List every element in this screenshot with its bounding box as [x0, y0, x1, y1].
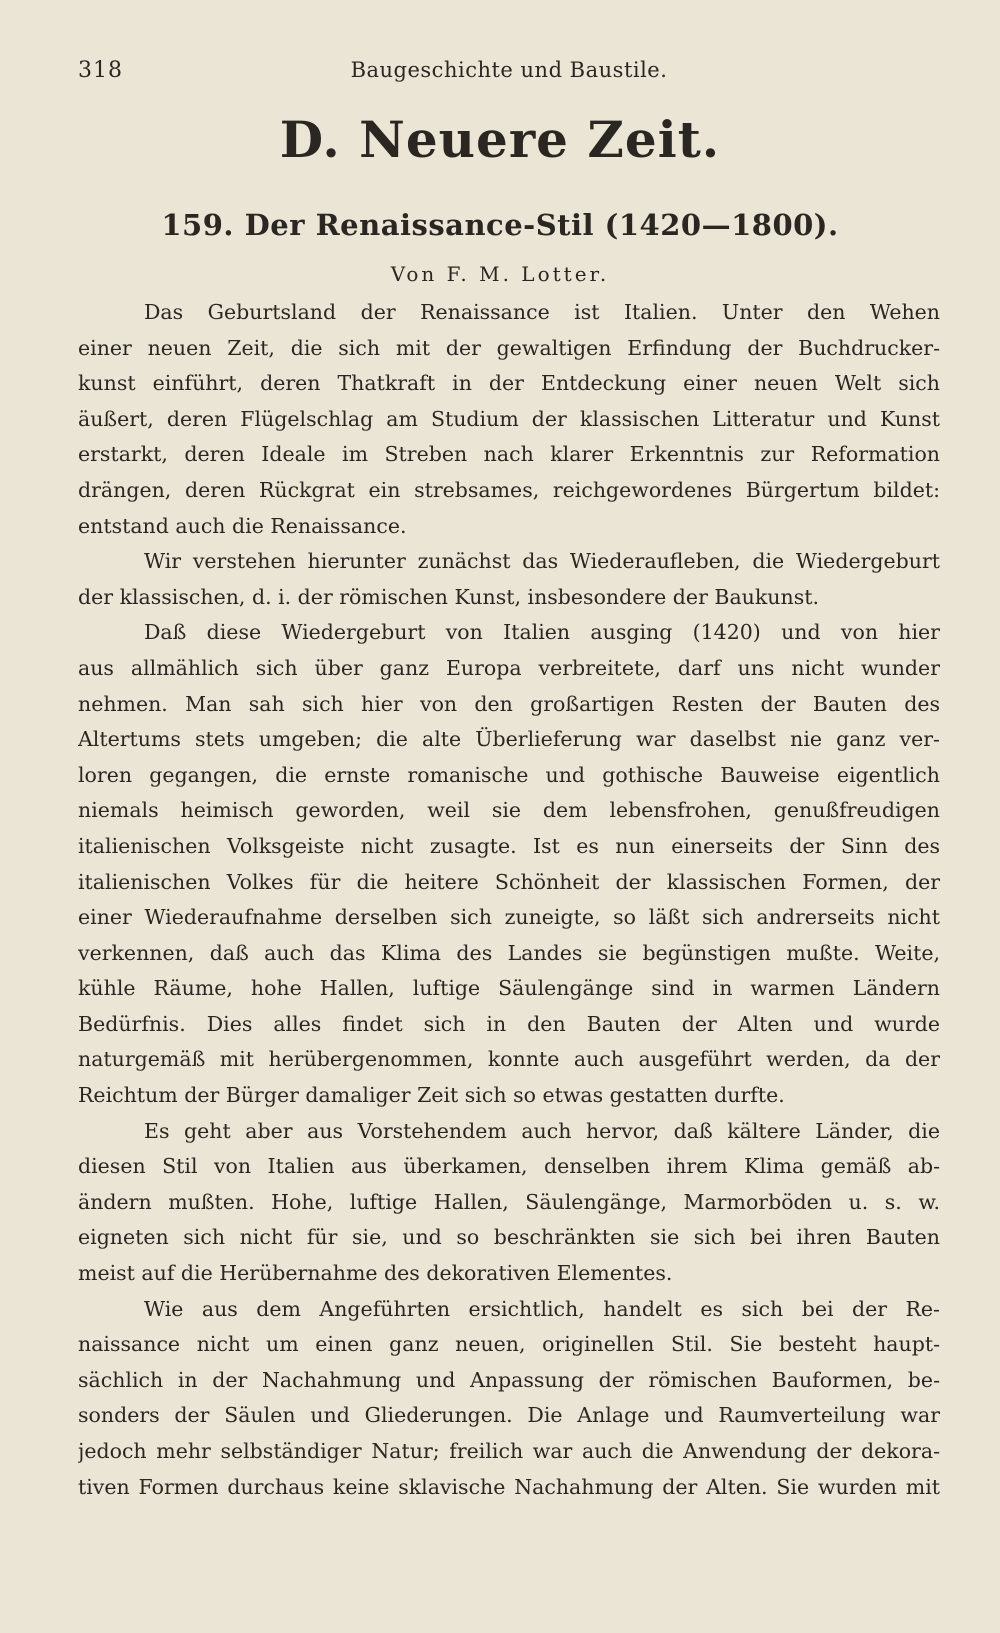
text-line: kühle Räume, hohe Hallen, luftige Säulengänge sind in warmen Ländern — [78, 976, 940, 1001]
body-text — [78, 295, 940, 1505]
text-line: niemals heimisch geworden, weil sie dem lebensfrohen, genußfreudigen — [78, 798, 940, 823]
author-line: Von F. M. Lotter. — [390, 262, 610, 286]
text-line: drängen, deren Rückgrat ein strebsames, reichgewordenes Bürgertum bildet: — [78, 477, 940, 502]
text-line: einer neuen Zeit, die sich mit der gewaltigen Erfindung der Buchdrucker- — [78, 335, 940, 360]
text-line: italienischen Volksgeiste nicht zusagte. Ist es nun einerseits der Sinn des — [78, 833, 940, 858]
running-title: Baugeschichte und Baustile. — [350, 58, 668, 82]
text-line: kunst einführt, deren Thatkraft in der Entdeckung einer neuen Welt sich — [78, 371, 940, 396]
text-line: nehmen. Man sah sich hier von den großartigen Resten der Bauten des — [78, 691, 940, 716]
text-line: Wie aus dem Angeführten ersichtlich, handelt es sich bei der Re- — [144, 1296, 940, 1321]
text-line: Altertums stets umgeben; die alte Überlieferung war daselbst nie ganz ver- — [78, 727, 940, 752]
text-line: sonders der Säulen und Gliederungen. Die Anlage und Raumverteilung war — [78, 1403, 940, 1428]
text-line: naissance nicht um einen ganz neuen, originellen Stil. Sie besteht haupt- — [78, 1332, 940, 1357]
text-line: Das Geburtsland der Renaissance ist Italien. Unter den Wehen — [144, 300, 940, 324]
text-line: ändern mußten. Hohe, luftige Hallen, Säulengänge, Marmorböden u. s. w. — [78, 1189, 940, 1214]
text-line: eigneten sich nicht für sie, und so beschränkten sie sich bei ihren Bauten — [78, 1225, 940, 1250]
text-line: loren gegangen, die ernste romanische und gothische Bauweise eigentlich — [78, 762, 940, 787]
section-title: 159. Der Renaissance-Stil (1420—1800). — [161, 208, 839, 242]
text-line: aus allmählich sich über ganz Europa verbreitete, darf uns nicht wunder — [78, 655, 940, 680]
text-line: Daß diese Wiedergeburt von Italien ausging (1420) und von hier — [144, 620, 940, 645]
text-line: naturgemäß mit herübergenommen, konnte auch ausgeführt werden, da der — [78, 1047, 940, 1072]
text-line: tiven Formen durchaus keine sklavische Nachahmung der Alten. Sie wurden mit — [78, 1474, 940, 1499]
text-line: Reichtum der Bürger damaliger Zeit sich so etwas gestatten durfte. — [78, 1083, 785, 1108]
running-header — [78, 58, 940, 94]
text-line: der klassischen, d. i. der römischen Kunst, insbesondere der Baukunst. — [78, 584, 819, 609]
part-title: D. Neuere Zeit. — [279, 110, 721, 169]
text-line: erstarkt, deren Ideale im Streben nach klarer Erkenntnis zur Reformation — [78, 442, 940, 467]
text-line: einer Wiederaufnahme derselben sich zuneigte, so läßt sich andrerseits nicht — [78, 905, 940, 930]
text-line: Bedürfnis. Dies alles findet sich in den Bauten der Alten und wurde — [78, 1011, 940, 1036]
text-line: italienischen Volkes für die heitere Schönheit der klassischen Formen, der — [78, 869, 940, 894]
text-line: Wir verstehen hierunter zunächst das Wiederaufleben, die Wiedergeburt — [144, 549, 940, 574]
text-line: äußert, deren Flügelschlag am Studium der klassischen Litteratur und Kunst — [78, 406, 940, 431]
text-line: diesen Stil von Italien aus überkamen, denselben ihrem Klima gemäß ab- — [78, 1154, 940, 1179]
text-line: sächlich in der Nachahmung und Anpassung der römischen Bauformen, be- — [78, 1367, 940, 1392]
text-line: jedoch mehr selbständiger Natur; freilich war auch die Anwendung der dekora- — [78, 1439, 940, 1463]
text-line: verkennen, daß auch das Klima des Landes sie begünstigen mußte. Weite, — [78, 940, 940, 965]
text-line: entstand auch die Renaissance. — [78, 513, 407, 538]
text-line: meist auf die Herübernahme des dekorativen Elementes. — [78, 1261, 673, 1286]
text-line: Es geht aber aus Vorstehendem auch hervor, daß kältere Länder, die — [144, 1118, 940, 1143]
page-number: 318 — [78, 58, 123, 83]
